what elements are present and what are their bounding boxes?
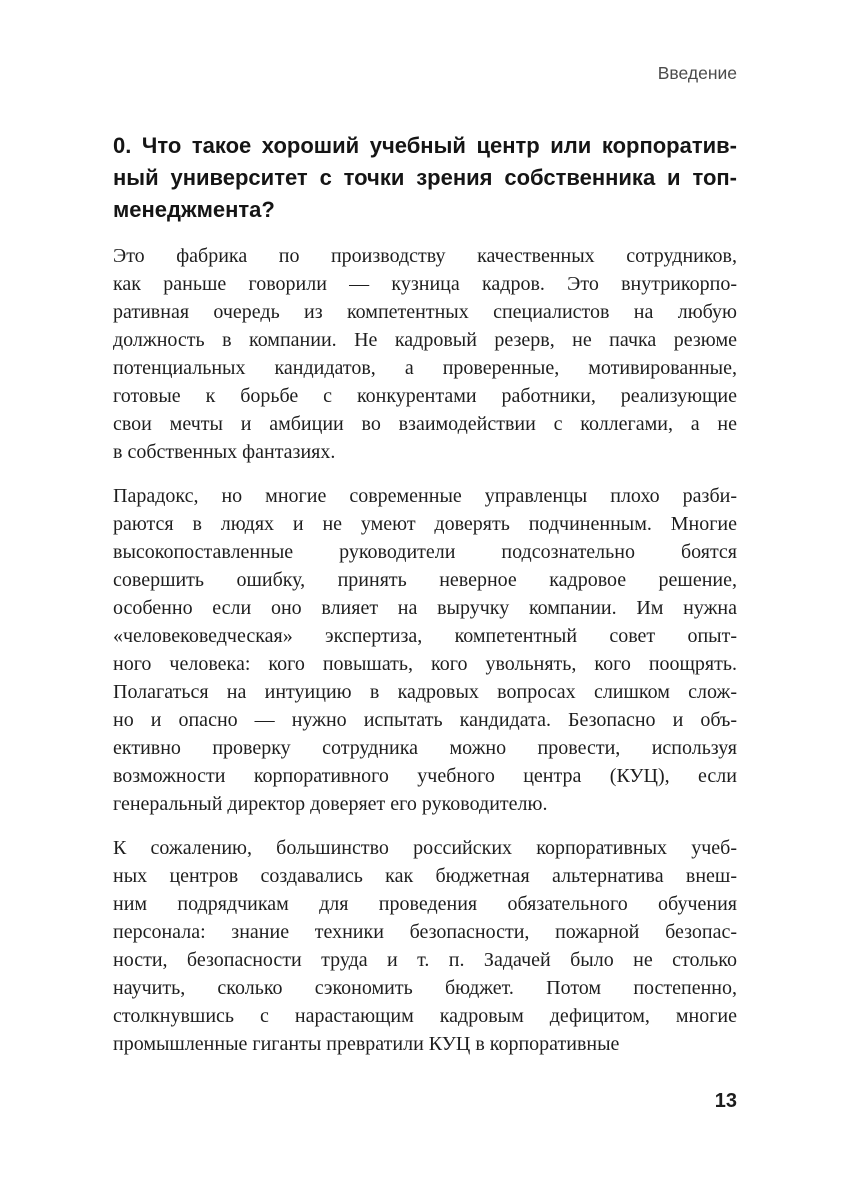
text-line: менеджмента?: [113, 197, 275, 222]
text-line: свои мечты и амбиции во взаимодействии с коллегами, а не: [113, 413, 737, 435]
text-line: ративная очередь из компетентных специалистов на любую: [113, 301, 737, 323]
text-line: 0. Что такое хороший учебный центр или корпоратив-: [113, 133, 737, 158]
paragraph: [113, 242, 737, 466]
text-line: ним подрядчикам для проведения обязательного обучения: [113, 893, 737, 915]
text-line: но и опасно — нужно испытать кандидата. Безопасно и объ-: [113, 709, 737, 731]
running-header: Введение: [657, 63, 737, 83]
text-line: ности, безопасности труда и т. п. Задачей было не столько: [113, 949, 737, 971]
text-line: совершить ошибку, принять неверное кадровое решение,: [113, 569, 737, 591]
text-line: Парадокс, но многие современные управленцы плохо разби-: [113, 485, 737, 507]
text-line: К сожалению, большинство российских корпоративных учеб-: [113, 837, 737, 859]
text-line: в собственных фантазиях.: [113, 441, 336, 463]
text-line: как раньше говорили — кузница кадров. Это внутрикорпо-: [113, 273, 737, 295]
paragraph: [113, 834, 737, 1058]
text-line: ный университет с точки зрения собственника и топ-: [113, 165, 737, 190]
text-line: научить, сколько сэкономить бюджет. Потом постепенно,: [113, 977, 737, 999]
text-line: Полагаться на интуицию в кадровых вопросах слишком слож-: [113, 681, 737, 703]
text-line: генеральный директор доверяет его руководителю.: [113, 793, 548, 815]
text-line: возможности корпоративного учебного центра (КУЦ), если: [113, 765, 737, 787]
text-line: Это фабрика по производству качественных сотрудников,: [113, 245, 737, 267]
text-line: столкнувшись с нарастающим кадровым дефицитом, многие: [113, 1005, 737, 1027]
text-line: высокопоставленные руководители подсознательно боятся: [113, 541, 737, 563]
text-line: особенно если оно влияет на выручку компании. Им нужна: [113, 597, 737, 619]
text-line: раются в людях и не умеют доверять подчиненным. Многие: [113, 513, 737, 535]
body-text: [113, 242, 737, 1058]
text-line: потенциальных кандидатов, а проверенные, мотивированные,: [113, 357, 737, 379]
text-line: ективно проверку сотрудника можно провести, используя: [113, 737, 737, 759]
text-line: ных центров создавались как бюджетная альтернатива внеш-: [113, 865, 737, 887]
text-line: персонала: знание техники безопасности, пожарной безопас-: [113, 921, 737, 943]
page-content: [113, 130, 737, 1058]
paragraph: [113, 482, 737, 818]
page-number: 13: [714, 1090, 737, 1112]
chapter-heading: [113, 130, 737, 226]
text-line: должность в компании. Не кадровый резерв, не пачка резюме: [113, 329, 737, 351]
text-line: готовые к борьбе с конкурентами работники, реализующие: [113, 385, 737, 407]
text-line: промышленные гиганты превратили КУЦ в корпоративные: [113, 1033, 620, 1055]
text-line: ного человека: кого повышать, кого увольнять, кого поощрять.: [113, 653, 737, 675]
text-line: «человековедческая» экспертиза, компетентный совет опыт-: [113, 625, 737, 647]
